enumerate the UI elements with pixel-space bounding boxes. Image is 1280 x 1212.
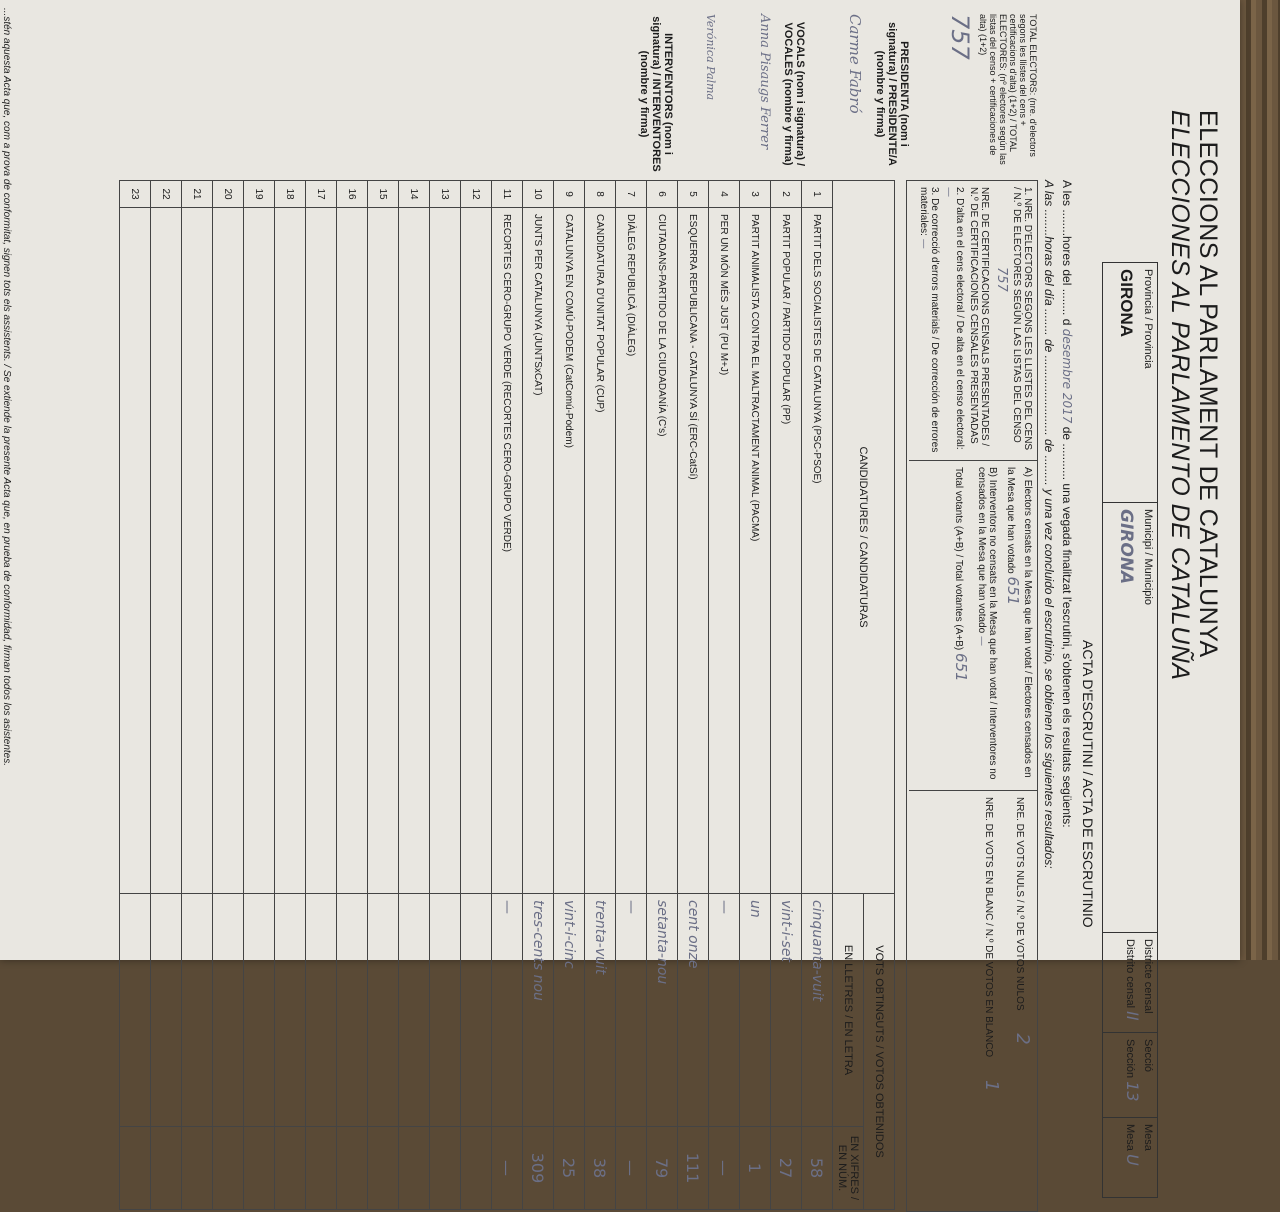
seccio-label: Secció bbox=[1142, 1039, 1154, 1073]
table-row bbox=[275, 181, 306, 1210]
votes-in-figures: 79 bbox=[647, 1127, 678, 1210]
votes-in-letters: — bbox=[709, 894, 740, 1127]
census-item-2b-value: — bbox=[943, 187, 954, 197]
candidature-name bbox=[461, 208, 492, 894]
votes-in-letters bbox=[213, 894, 244, 1127]
total-voters-value: 651 bbox=[952, 653, 970, 682]
signature-column bbox=[638, 14, 910, 174]
votes-header: VOTS OBTINGUTS / VOTOS OBTENIDOS bbox=[864, 894, 895, 1210]
row-number: 10 bbox=[523, 181, 554, 208]
votes-in-letters bbox=[430, 894, 461, 1127]
time-line-ca-tail: de ........... una vegada finalitzat l'escrutini, s'obtenen els resultats següents: bbox=[1060, 426, 1074, 828]
table-row bbox=[213, 181, 244, 1210]
votes-in-letters: vint-i-cinc bbox=[554, 894, 585, 1127]
footer-note: ...stén aquesta Acta que, com a prova de conformitat, signen tots els assistents. / Se extiende la presente Acta que, en prueba de conformidad, firman todos los asistentes. bbox=[1, 8, 12, 767]
votes-in-letters: cent onze bbox=[678, 894, 709, 1127]
table-row bbox=[678, 181, 709, 1210]
total-electors-value: 757 bbox=[946, 14, 974, 60]
acta-title: ACTA D'ESCRUTINI / ACTA DE ESCRUTINIO bbox=[1080, 640, 1096, 928]
table-row bbox=[461, 181, 492, 1210]
votes-in-figures bbox=[461, 1127, 492, 1210]
table-row bbox=[430, 181, 461, 1210]
candidature-name: PARTIT DELS SOCIALISTES DE CATALUNYA (PSC-PSOE) bbox=[802, 208, 833, 894]
location-header bbox=[1102, 262, 1158, 1198]
districte-label-es: Distrito censal bbox=[1124, 939, 1136, 1009]
row-number: 16 bbox=[337, 181, 368, 208]
votes-in-figures: 25 bbox=[554, 1127, 585, 1210]
districte-label: Districte censal bbox=[1142, 939, 1154, 1014]
census-item-3-value: — bbox=[918, 238, 929, 249]
votes-in-figures bbox=[399, 1127, 430, 1210]
table-row bbox=[740, 181, 771, 1210]
vocals-label: VOCALS (nom i signatura) / VOCALES (nombre y firma) bbox=[782, 21, 806, 167]
row-number: 15 bbox=[368, 181, 399, 208]
title-catalan: ELECCIONS AL PARLAMENT DE CATALUNYA bbox=[1194, 110, 1222, 658]
total-electors-label: TOTAL ELECTORS: (nre. d'electors segons les llistes del cens + certificacions d'alta) (1+2) / TOTAL ELECTORES: (nº electores según las listas del censo + certificaciones de alta) (1+2) bbox=[978, 14, 1038, 165]
row-number: 4 bbox=[709, 181, 740, 208]
time-line-date: desembre 2017 bbox=[1060, 328, 1074, 424]
candidature-name: ESQUERRA REPUBLICANA - CATALUNYA SÍ (ERC-CatSí) bbox=[678, 208, 709, 894]
votes-in-letters bbox=[244, 894, 275, 1127]
row-number: 11 bbox=[492, 181, 523, 208]
candidatures-header: CANDIDATURES / CANDIDATURAS bbox=[833, 181, 895, 894]
results-table bbox=[119, 180, 895, 1210]
table-row bbox=[368, 181, 399, 1210]
municipi-cell bbox=[1103, 503, 1157, 933]
row-number: 18 bbox=[275, 181, 306, 208]
table-row bbox=[616, 181, 647, 1210]
votes-in-figures: 38 bbox=[585, 1127, 616, 1210]
candidature-name bbox=[430, 208, 461, 894]
seccio-label-es: Sección bbox=[1124, 1039, 1136, 1079]
table-row bbox=[554, 181, 585, 1210]
votes-in-letters bbox=[151, 894, 182, 1127]
row-number: 21 bbox=[182, 181, 213, 208]
census-item-2: NRE. DE CERTIFICACIONS CENSALS PRESENTADES / N.º DE CERTIFICACIONES CENSALES PRESENTADAS bbox=[968, 187, 990, 447]
districte-value: II bbox=[1123, 1011, 1142, 1021]
table-row bbox=[802, 181, 833, 1210]
table-row bbox=[244, 181, 275, 1210]
provincia-value: GIRONA bbox=[1117, 269, 1136, 337]
blank-votes-value: 1 bbox=[981, 1079, 1002, 1092]
time-line-ca-text: A les ........hores del ........ d bbox=[1060, 180, 1074, 326]
votes-in-letters: — bbox=[616, 894, 647, 1127]
null-blank-box bbox=[909, 791, 1037, 1209]
row-number: 13 bbox=[430, 181, 461, 208]
row-number: 22 bbox=[151, 181, 182, 208]
president-label: PRESIDENTA (nom i signatura) / PRESIDENTE/A (nombre y firma) bbox=[874, 22, 910, 166]
votes-in-figures bbox=[244, 1127, 275, 1210]
row-number: 3 bbox=[740, 181, 771, 208]
mesa-label-es: Mesa bbox=[1124, 1124, 1136, 1151]
votes-in-figures bbox=[120, 1127, 151, 1210]
interventors-label: INTERVENTORS (nom i signatura) / INTERVENTORES (nombre y firma) bbox=[638, 16, 674, 172]
voters-b-label: B) Interventors no censats en la Mesa que han votat / Interventores no censados en la Mesa que han votado bbox=[976, 467, 998, 780]
table-row bbox=[585, 181, 616, 1210]
votes-in-letters bbox=[120, 894, 151, 1127]
candidature-name: CATALUNYA EN COMÚ-PODEM (CatComú-Podem) bbox=[554, 208, 585, 894]
candidature-name: JUNTS PER CATALUNYA (JUNTSxCAT) bbox=[523, 208, 554, 894]
candidature-name: PER UN MÓN MÉS JUST (PU M+J) bbox=[709, 208, 740, 894]
votes-in-figures: 27 bbox=[771, 1127, 802, 1210]
null-votes-label: NRE. DE VOTS NULS / N.º DE VOTOS NULOS bbox=[1014, 797, 1025, 1011]
votes-in-letters: cinquanta-vuit bbox=[802, 894, 833, 1127]
table-surface-edge bbox=[1240, 0, 1280, 960]
row-number: 23 bbox=[120, 181, 151, 208]
time-line-es: A las ........horas del día ........ de ........................ de ......... y una vez concluido el escrutinio, se obtienen los siguientes resultados: bbox=[1042, 180, 1056, 869]
row-number: 8 bbox=[585, 181, 616, 208]
candidature-name bbox=[337, 208, 368, 894]
table-row bbox=[182, 181, 213, 1210]
president-signature: Carme Fabró bbox=[846, 14, 864, 114]
votes-in-letters bbox=[461, 894, 492, 1127]
row-number: 14 bbox=[399, 181, 430, 208]
votes-in-letters bbox=[399, 894, 430, 1127]
votes-in-letters: setanta-nou bbox=[647, 894, 678, 1127]
total-electors-box bbox=[946, 14, 1038, 174]
votes-in-letters bbox=[182, 894, 213, 1127]
table-row bbox=[120, 181, 151, 1210]
municipi-value: GIRONA bbox=[1116, 509, 1136, 585]
votes-in-figures bbox=[337, 1127, 368, 1210]
table-row bbox=[399, 181, 430, 1210]
votes-in-letters: vint-i-set bbox=[771, 894, 802, 1127]
votes-in-figures: 111 bbox=[678, 1127, 709, 1210]
candidature-name: PARTIT POPULAR / PARTIDO POPULAR (PP) bbox=[771, 208, 802, 894]
votes-in-figures bbox=[368, 1127, 399, 1210]
provincia-cell bbox=[1103, 263, 1157, 503]
candidature-name: CANDIDATURA D'UNITAT POPULAR (CUP) bbox=[585, 208, 616, 894]
voters-b-value: — bbox=[976, 636, 987, 647]
row-number: 20 bbox=[213, 181, 244, 208]
row-number: 19 bbox=[244, 181, 275, 208]
votes-in-letters bbox=[368, 894, 399, 1127]
blank-votes-label: NRE. DE VOTS EN BLANC / N.º DE VOTOS EN BLANCO bbox=[983, 797, 994, 1058]
row-number: 7 bbox=[616, 181, 647, 208]
votes-in-letters bbox=[306, 894, 337, 1127]
districte-cell bbox=[1103, 933, 1157, 1033]
table-row bbox=[523, 181, 554, 1210]
table-row bbox=[151, 181, 182, 1210]
row-number: 5 bbox=[678, 181, 709, 208]
candidature-name bbox=[182, 208, 213, 894]
candidature-name: DIÀLEG REPUBLICÀ (DIÀLEG) bbox=[616, 208, 647, 894]
votes-in-figures bbox=[182, 1127, 213, 1210]
votes-in-figures: 1 bbox=[740, 1127, 771, 1210]
vocal-signature-2: Verónica Palma bbox=[704, 14, 717, 101]
table-row bbox=[709, 181, 740, 1210]
votes-in-letters: trenta-vuit bbox=[585, 894, 616, 1127]
candidature-name bbox=[244, 208, 275, 894]
votes-in-letters bbox=[275, 894, 306, 1127]
census-item-2b: 2. D'alta en el cens electoral / De alta en el censo electoral: bbox=[954, 187, 965, 450]
figures-header: EN XIFRES / EN NÚM. bbox=[833, 1127, 864, 1210]
candidature-name bbox=[306, 208, 337, 894]
candidature-name bbox=[275, 208, 306, 894]
candidature-name: PARTIT ANIMALISTA CONTRA EL MALTRACTAMENT ANIMAL (PACMA) bbox=[740, 208, 771, 894]
row-number: 12 bbox=[461, 181, 492, 208]
row-number: 2 bbox=[771, 181, 802, 208]
census-item-1: 1. NRE. D'ELECTORS SEGONS LES LLISTES DEL CENS / N.º DE ELECTORES SEGÚN LAS LISTAS DEL CENSO bbox=[1011, 187, 1033, 451]
votes-in-figures: 58 bbox=[802, 1127, 833, 1210]
vocal-signature: Anna Pisaugs Ferrer bbox=[757, 14, 772, 150]
votes-in-letters: un bbox=[740, 894, 771, 1127]
mesa-value: U bbox=[1123, 1153, 1142, 1166]
table-row bbox=[337, 181, 368, 1210]
mesa-label: Mesa bbox=[1142, 1124, 1154, 1151]
votes-in-letters bbox=[337, 894, 368, 1127]
votes-in-figures bbox=[151, 1127, 182, 1210]
census-item-3: 3. De correcció d'errors materials / De corrección de errores materiales: bbox=[918, 187, 940, 453]
row-number: 9 bbox=[554, 181, 585, 208]
provincia-label: Provincia / Provincia bbox=[1142, 269, 1154, 369]
mesa-cell bbox=[1103, 1118, 1157, 1195]
votes-in-figures: — bbox=[492, 1127, 523, 1210]
row-number: 17 bbox=[306, 181, 337, 208]
votes-in-figures: — bbox=[709, 1127, 740, 1210]
votes-in-figures: 309 bbox=[523, 1127, 554, 1210]
municipi-label: Municipi / Municipio bbox=[1142, 509, 1154, 605]
census-section bbox=[906, 180, 1038, 1212]
votes-in-figures bbox=[213, 1127, 244, 1210]
votes-in-letters: — bbox=[492, 894, 523, 1127]
votes-in-figures bbox=[430, 1127, 461, 1210]
candidature-name: CIUTADANS-PARTIDO DE LA CIUDADANÍA (C's) bbox=[647, 208, 678, 894]
candidature-name: RECORTES CERO-GRUPO VERDE (RECORTES CERO-GRUPO VERDE) bbox=[492, 208, 523, 894]
null-votes-value: 2 bbox=[1012, 1033, 1033, 1045]
votes-in-figures bbox=[275, 1127, 306, 1210]
voters-a-value: 651 bbox=[1004, 576, 1022, 606]
census-item-1-value: 757 bbox=[994, 267, 1009, 292]
candidature-name bbox=[213, 208, 244, 894]
voters-a-label: A) Electors censats en la Mesa que han votat / Electores censados en la Mesa que han votado bbox=[1005, 467, 1033, 778]
seccio-cell bbox=[1103, 1033, 1157, 1118]
votes-in-figures bbox=[306, 1127, 337, 1210]
seccio-value: 13 bbox=[1123, 1081, 1142, 1102]
row-number: 6 bbox=[647, 181, 678, 208]
candidature-name bbox=[120, 208, 151, 894]
candidature-name bbox=[368, 208, 399, 894]
total-voters-label: Total votants (A+B) / Total votantes (A+B) bbox=[953, 467, 964, 651]
table-row bbox=[647, 181, 678, 1210]
letters-header: EN LLETRES / EN LETRA bbox=[833, 894, 864, 1127]
candidature-name bbox=[399, 208, 430, 894]
table-row bbox=[492, 181, 523, 1210]
candidature-name bbox=[151, 208, 182, 894]
row-number: 1 bbox=[802, 181, 833, 208]
title-spanish: ELECCIONES AL PARLAMENTO DE CATALUÑA bbox=[1166, 110, 1194, 681]
votes-in-figures: — bbox=[616, 1127, 647, 1210]
voters-box bbox=[909, 461, 1037, 791]
votes-in-letters: tres-cents nou bbox=[523, 894, 554, 1127]
table-row bbox=[771, 181, 802, 1210]
table-row bbox=[306, 181, 337, 1210]
census-counts bbox=[909, 181, 1037, 461]
time-line-ca bbox=[1060, 180, 1074, 828]
